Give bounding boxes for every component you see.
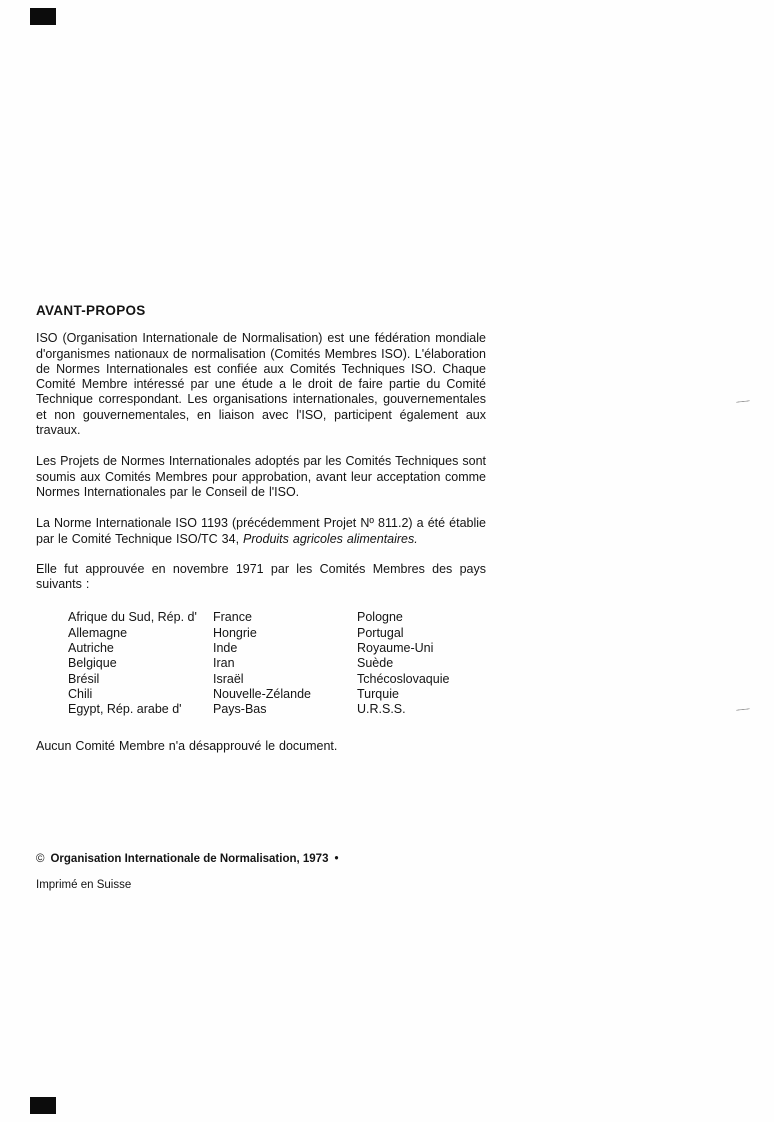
margin-dash-mark-icon	[736, 708, 750, 710]
page-content	[36, 303, 486, 754]
country-column-1	[68, 610, 213, 717]
country-item: Belgique	[68, 656, 117, 671]
country-item: U.R.S.S.	[357, 702, 406, 717]
country-item: Egypt, Rép. arabe d'	[68, 702, 182, 717]
paragraph-projets-normes: Les Projets de Normes Internationales adoptés par les Comités Techniques sont soumis aux Comités Membres pour approbation, avant leur acceptation comme Normes Internationales par le Conseil de l'ISO.	[36, 454, 486, 499]
country-item: Portugal	[357, 625, 404, 640]
country-item: Pays-Bas	[213, 702, 267, 717]
country-item: Royaume-Uni	[357, 641, 434, 656]
printed-in-text: Imprimé en Suisse	[36, 879, 132, 891]
registration-mark-top-icon	[30, 8, 56, 25]
country-item: Tchécoslovaquie	[357, 671, 450, 686]
margin-dash-mark-icon	[736, 400, 750, 402]
country-item: Iran	[213, 656, 235, 671]
section-heading: AVANT-PROPOS	[36, 303, 146, 318]
copyright-symbol-icon: ©	[36, 853, 45, 865]
country-column-3	[357, 610, 486, 717]
country-item: France	[213, 610, 252, 625]
country-item: Turquie	[357, 686, 399, 701]
paragraph-norme-1193	[36, 516, 486, 547]
copyright-text: Organisation Internationale de Normalisation, 1973	[50, 853, 329, 865]
country-item: Chili	[68, 686, 93, 701]
registration-mark-bottom-icon	[30, 1097, 56, 1114]
country-item: Inde	[213, 641, 238, 656]
paragraph-norme-1193-italic: Produits agricoles alimentaires.	[243, 531, 418, 546]
paragraph-iso-federation: ISO (Organisation Internationale de Normalisation) est une fédération mondiale d'organismes nationaux de normalisation (Comités Membres ISO). L'élaboration de Normes Internationales est confiée aux Comités Techniques ISO. Chaque Comité Membre intéressé par une étude a le droit de faire partie du Comité Technique correspondant. Les organisations internationales, gouvernementales et non gouvernementales, en liaison avec l'ISO, participent également aux travaux.	[36, 331, 486, 438]
country-item: Israël	[213, 671, 244, 686]
bullet-icon: •	[334, 853, 339, 865]
country-item: Nouvelle-Zélande	[213, 686, 311, 701]
paragraph-norme-1193-text: La Norme Internationale ISO 1193 (précédemment Projet Nº 811.2) a été établie par le Comité Technique ISO/TC 34,	[36, 516, 486, 546]
page-footer	[36, 852, 486, 892]
country-item: Afrique du Sud, Rép. d'	[68, 610, 197, 625]
country-item: Pologne	[357, 610, 403, 625]
paragraph-no-disapproval: Aucun Comité Membre n'a désapprouvé le document.	[36, 738, 338, 753]
copyright-line	[36, 852, 486, 866]
country-item: Suède	[357, 656, 394, 671]
paragraph-approval-intro: Elle fut approuvée en novembre 1971 par les Comités Membres des pays suivants :	[36, 561, 486, 592]
country-item: Hongrie	[213, 625, 257, 640]
country-item: Allemagne	[68, 625, 128, 640]
country-item: Brésil	[68, 671, 100, 686]
country-column-2	[213, 610, 357, 717]
country-item: Autriche	[68, 641, 114, 656]
member-country-list	[68, 610, 486, 717]
